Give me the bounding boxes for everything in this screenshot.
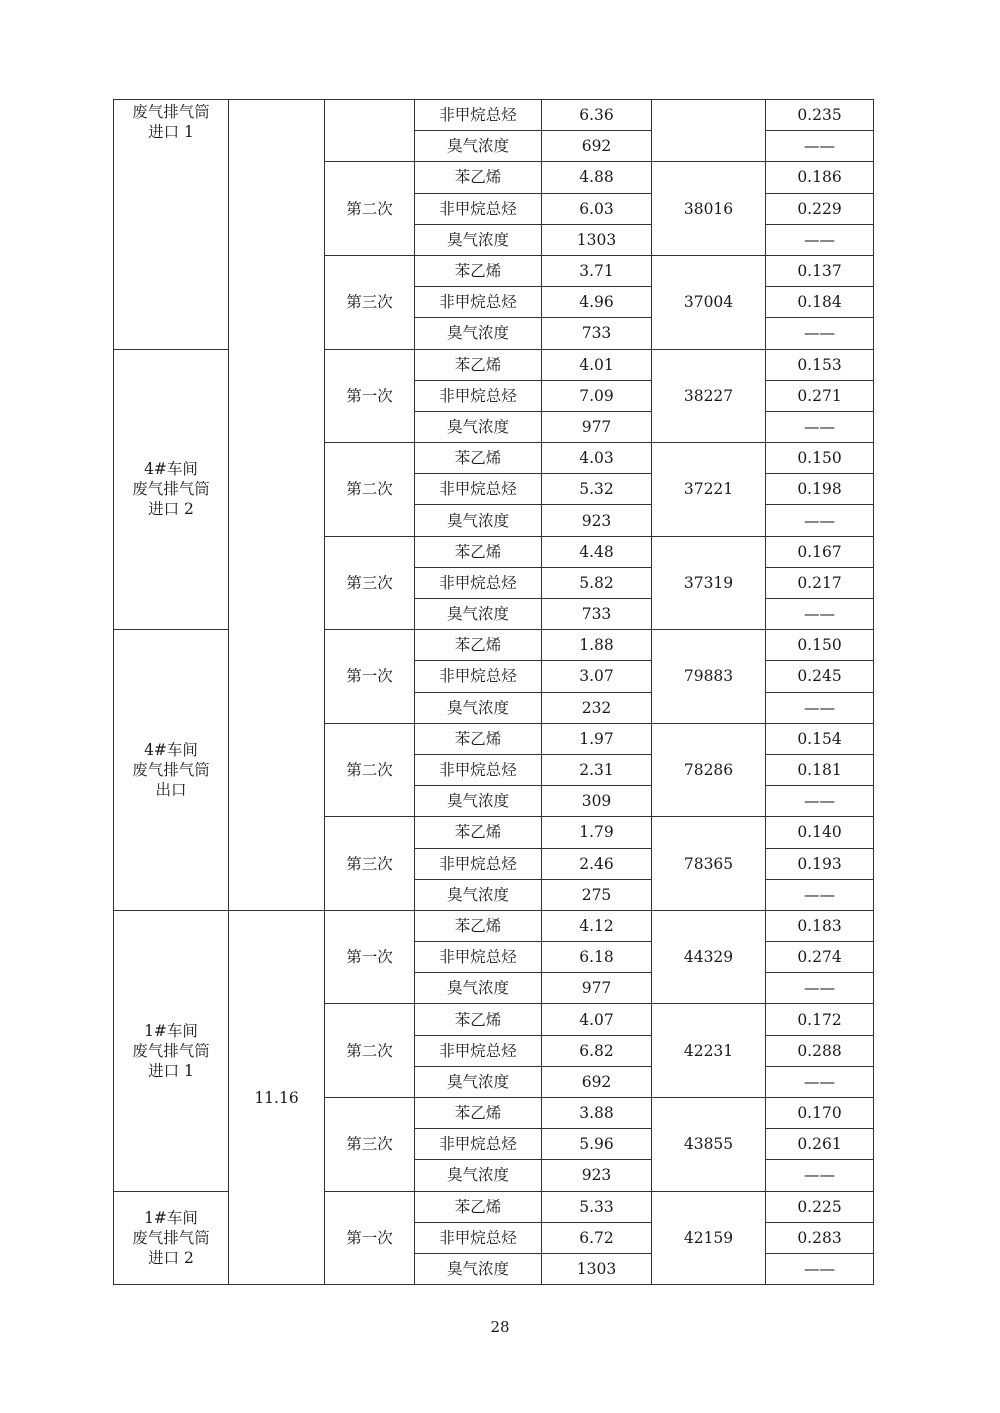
emission-rate-value: —— [766,1066,874,1097]
concentration-value: 232 [542,692,652,723]
concentration-value: 1.79 [542,817,652,848]
location-line: 出口 [155,781,187,800]
flow-value: 42159 [652,1191,766,1285]
flow-value: 78286 [652,723,766,817]
concentration-value: 275 [542,879,652,910]
emission-rate-value: 0.193 [766,848,874,879]
round-cell: 第一次 [325,910,415,1004]
emission-rate-value: 0.235 [766,100,874,131]
pollutant-item: 苯乙烯 [415,723,542,754]
table-row [114,630,874,661]
pollutant-item: 苯乙烯 [415,910,542,941]
concentration-value: 1303 [542,1253,652,1284]
emission-rate-value: 0.245 [766,661,874,692]
concentration-value: 309 [542,786,652,817]
concentration-value: 977 [542,973,652,1004]
concentration-value: 1.97 [542,723,652,754]
flow-value: 79883 [652,630,766,724]
page-number: 28 [490,1318,510,1336]
emission-rate-value: 0.184 [766,287,874,318]
date-cell: 11.16 [229,910,325,1284]
pollutant-item: 臭气浓度 [415,131,542,162]
pollutant-item: 臭气浓度 [415,224,542,255]
pollutant-item: 臭气浓度 [415,692,542,723]
emission-rate-value: 0.153 [766,349,874,380]
emission-rate-value: 0.274 [766,942,874,973]
flow-value: 78365 [652,817,766,911]
round-cell: 第三次 [325,255,415,349]
emission-rate-value: 0.271 [766,380,874,411]
round-cell: 第三次 [325,1098,415,1192]
round-cell: 第一次 [325,630,415,724]
concentration-value: 1303 [542,224,652,255]
concentration-value: 692 [542,1066,652,1097]
concentration-value: 5.32 [542,474,652,505]
pollutant-item: 苯乙烯 [415,630,542,661]
round-cell: 第三次 [325,536,415,630]
emission-rate-value: 0.172 [766,1004,874,1035]
location-line: 4#车间 [144,460,198,479]
emission-rate-value: 0.198 [766,474,874,505]
emission-rate-value: 0.261 [766,1129,874,1160]
table-row [114,349,874,380]
emission-rate-value: —— [766,599,874,630]
emission-rate-value: 0.217 [766,567,874,598]
concentration-value: 5.96 [542,1129,652,1160]
emission-rate-value: —— [766,973,874,1004]
pollutant-item: 非甲烷总烃 [415,1129,542,1160]
pollutant-item: 苯乙烯 [415,1004,542,1035]
location-line: 废气排气筒 [132,103,210,121]
pollutant-item: 苯乙烯 [415,349,542,380]
flow-value: 38227 [652,349,766,443]
round-cell: 第二次 [325,1004,415,1098]
emission-rate-value: 0.288 [766,1035,874,1066]
concentration-value: 5.33 [542,1191,652,1222]
location-line: 4#车间 [144,741,198,760]
pollutant-item: 臭气浓度 [415,1253,542,1284]
concentration-value: 4.07 [542,1004,652,1035]
location-line: 进口 1 [148,1061,194,1080]
pollutant-item: 非甲烷总烃 [415,754,542,785]
round-cell: 第二次 [325,162,415,256]
pollutant-item: 臭气浓度 [415,973,542,1004]
location-cell [114,1191,229,1285]
concentration-value: 733 [542,599,652,630]
pollutant-item: 非甲烷总烃 [415,193,542,224]
flow-value: 37221 [652,443,766,537]
pollutant-item: 非甲烷总烃 [415,661,542,692]
pollutant-item: 苯乙烯 [415,255,542,286]
pollutant-item: 苯乙烯 [415,817,542,848]
emission-rate-value: 0.229 [766,193,874,224]
location-cell [114,630,229,911]
concentration-value: 2.46 [542,848,652,879]
round-cell: 第一次 [325,1191,415,1285]
table-row [114,100,874,131]
pollutant-item: 非甲烷总烃 [415,287,542,318]
table-row [114,910,874,941]
concentration-value: 6.18 [542,942,652,973]
location-line: 废气排气筒 [132,1228,210,1247]
flow-value: 38016 [652,162,766,256]
monitoring-results-table [113,99,874,1285]
emission-rate-value: 0.186 [766,162,874,193]
emission-rate-value: 0.154 [766,723,874,754]
pollutant-item: 臭气浓度 [415,411,542,442]
concentration-value: 923 [542,505,652,536]
emission-rate-value: —— [766,411,874,442]
emission-rate-value: 0.170 [766,1098,874,1129]
concentration-value: 3.88 [542,1098,652,1129]
emission-rate-value: —— [766,879,874,910]
location-cell [114,910,229,1191]
pollutant-item: 臭气浓度 [415,599,542,630]
concentration-value: 4.96 [542,287,652,318]
emission-rate-value: —— [766,1253,874,1284]
round-cell: 第二次 [325,443,415,537]
concentration-value: 923 [542,1160,652,1191]
flow-value: 43855 [652,1098,766,1192]
round-cell: 第一次 [325,349,415,443]
concentration-value: 6.82 [542,1035,652,1066]
location-line: 进口 2 [148,1248,194,1267]
emission-rate-value: 0.225 [766,1191,874,1222]
pollutant-item: 臭气浓度 [415,1160,542,1191]
pollutant-item: 非甲烷总烃 [415,1222,542,1253]
concentration-value: 1.88 [542,630,652,661]
concentration-value: 5.82 [542,567,652,598]
emission-rate-value: —— [766,505,874,536]
pollutant-item: 苯乙烯 [415,536,542,567]
emission-rate-value: 0.167 [766,536,874,567]
flow-value: 42231 [652,1004,766,1098]
emission-rate-value: —— [766,1160,874,1191]
concentration-value: 4.03 [542,443,652,474]
emission-rate-value: 0.150 [766,630,874,661]
emission-rate-value: 0.283 [766,1222,874,1253]
location-line: 进口 2 [148,500,194,519]
concentration-value: 4.12 [542,910,652,941]
pollutant-item: 非甲烷总烃 [415,1035,542,1066]
concentration-value: 4.48 [542,536,652,567]
pollutant-item: 苯乙烯 [415,1191,542,1222]
concentration-value: 6.72 [542,1222,652,1253]
location-cell [114,349,229,630]
round-cell [325,100,415,162]
flow-value: 37004 [652,255,766,349]
table-row [114,1191,874,1222]
concentration-value: 6.03 [542,193,652,224]
pollutant-item: 非甲烷总烃 [415,567,542,598]
pollutant-item: 臭气浓度 [415,318,542,349]
round-cell: 第二次 [325,723,415,817]
emission-rate-value: —— [766,786,874,817]
emission-rate-value: —— [766,131,874,162]
concentration-value: 3.71 [542,255,652,286]
emission-rate-value: 0.140 [766,817,874,848]
date-cell [229,100,325,911]
emission-rate-value: 0.183 [766,910,874,941]
location-cell [114,100,229,350]
round-cell: 第三次 [325,817,415,911]
emission-rate-value: —— [766,692,874,723]
pollutant-item: 非甲烷总烃 [415,474,542,505]
concentration-value: 692 [542,131,652,162]
emission-rate-value: —— [766,318,874,349]
location-line: 1#车间 [144,1208,198,1227]
location-line: 1#车间 [144,1021,198,1040]
concentration-value: 733 [542,318,652,349]
concentration-value: 6.36 [542,100,652,131]
location-line: 进口 1 [148,123,194,141]
location-line: 废气排气筒 [132,761,210,780]
location-line: 废气排气筒 [132,1041,210,1060]
concentration-value: 4.88 [542,162,652,193]
pollutant-item: 非甲烷总烃 [415,100,542,131]
flow-value [652,100,766,162]
flow-value: 44329 [652,910,766,1004]
emission-rate-value: 0.150 [766,443,874,474]
pollutant-item: 臭气浓度 [415,879,542,910]
flow-value: 37319 [652,536,766,630]
concentration-value: 2.31 [542,754,652,785]
pollutant-item: 臭气浓度 [415,1066,542,1097]
emission-rate-value: 0.137 [766,255,874,286]
concentration-value: 7.09 [542,380,652,411]
location-line: 废气排气筒 [132,480,210,499]
pollutant-item: 非甲烷总烃 [415,942,542,973]
emission-rate-value: 0.181 [766,754,874,785]
pollutant-item: 臭气浓度 [415,505,542,536]
pollutant-item: 苯乙烯 [415,162,542,193]
pollutant-item: 苯乙烯 [415,443,542,474]
pollutant-item: 臭气浓度 [415,786,542,817]
concentration-value: 4.01 [542,349,652,380]
pollutant-item: 苯乙烯 [415,1098,542,1129]
concentration-value: 977 [542,411,652,442]
concentration-value: 3.07 [542,661,652,692]
pollutant-item: 非甲烷总烃 [415,380,542,411]
emission-rate-value: —— [766,224,874,255]
pollutant-item: 非甲烷总烃 [415,848,542,879]
